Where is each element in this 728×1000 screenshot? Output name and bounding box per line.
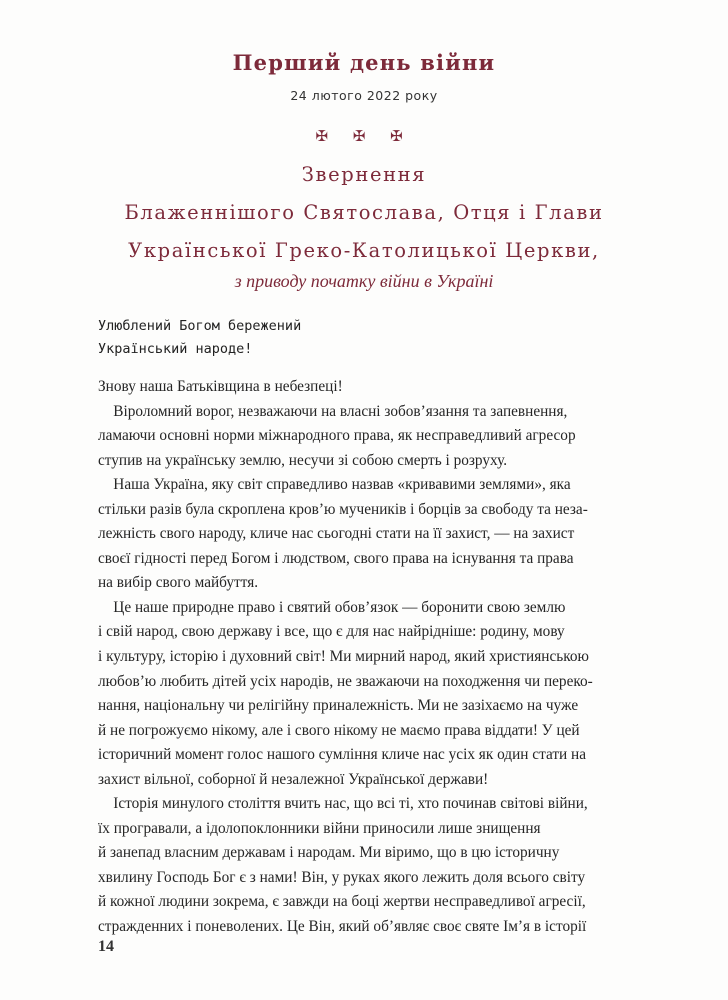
body-line: Наша Україна, яку світ справедливо назвав «кривавими землями», яка	[98, 476, 571, 494]
body-line: і свій народ, свою державу і все, що є для нас найрідніше: родину, мову	[98, 623, 565, 641]
page-number: 14	[98, 938, 114, 955]
cross-ornament-icon: ✠ ✠ ✠	[315, 127, 413, 145]
address-heading: Звернення	[301, 163, 427, 186]
body-line: Віроломний ворог, незважаючи на власні зобов’язання та запевнення,	[98, 402, 568, 420]
body-line: історичний момент голос нашого сумління кличе нас усіх як один стати на	[98, 746, 587, 764]
body-line: нання, національну чи релігійну приналежність. Ми не зазіхаємо на чуже	[98, 697, 579, 715]
body-line: й кожної людини зокрема, є завжди на боці жертви несправедливої агресії,	[98, 893, 586, 911]
chapter-title: Перший день війни	[232, 50, 496, 75]
salutation-line: Улюблений Богом бережений	[98, 318, 302, 334]
body-line: ламаючи основні норми міжнародного права, як несправедливий агресор	[98, 427, 576, 445]
salutation-line: Український народе!	[98, 341, 253, 357]
address-subtitle: з приводу початку війни в Україні	[234, 271, 494, 291]
body-line: ступив на українську землю, несучи зі собою смерть і розруху.	[98, 451, 508, 469]
body-line: лежність свого народу, кличе нас сьогодні стати на її захист, — на захист	[98, 525, 575, 543]
address-author: Блаженнішого Святослава, Отця і Глави	[124, 201, 604, 224]
chapter-date: 24 лютого 2022 року	[290, 88, 438, 103]
body-line: й не погрожуємо нікому, але і свого нікому не маємо права віддати! У цей	[98, 721, 580, 739]
body-line: своєї гідності перед Богом і людством, свого права на існування та права	[98, 549, 574, 567]
body-line: стільки разів була скроплена кров’ю мучеників і борців за свободу та неза-	[98, 500, 588, 518]
body-line: хвилину Господь Бог є з нами! Він, у руках якого лежить доля всього світу	[98, 868, 586, 886]
body-line: стражденних і поневолених. Це Він, який об’являє своє святе Ім’я в історії	[98, 918, 587, 935]
address-church: Української Греко-Католицької Церкви,	[128, 239, 600, 262]
body-line: любов’ю любить дітей усіх народів, не зважаючи на походження чи переко-	[98, 672, 593, 690]
body-line: Це наше природне право і святий обов’язок — боронити свою землю	[98, 598, 566, 616]
body-line: на вибір свого майбуття.	[98, 574, 259, 592]
body-line: Знову наша Батьківщина в небезпеці!	[98, 378, 343, 395]
body-line: й занепад власним державам і народам. Ми віримо, що в цю історичну	[98, 844, 560, 862]
body-line: і культуру, історію і духовний світ! Ми мирний народ, який християнською	[98, 648, 589, 665]
body-line: Історія минулого століття вчить нас, що всі ті, хто починав світові війни,	[98, 795, 588, 813]
body-line: їх програвали, а ідолопоклонники війни приносили лише знищення	[98, 819, 541, 837]
body-line: захист вільної, соборної й незалежної Української держави!	[98, 770, 489, 788]
